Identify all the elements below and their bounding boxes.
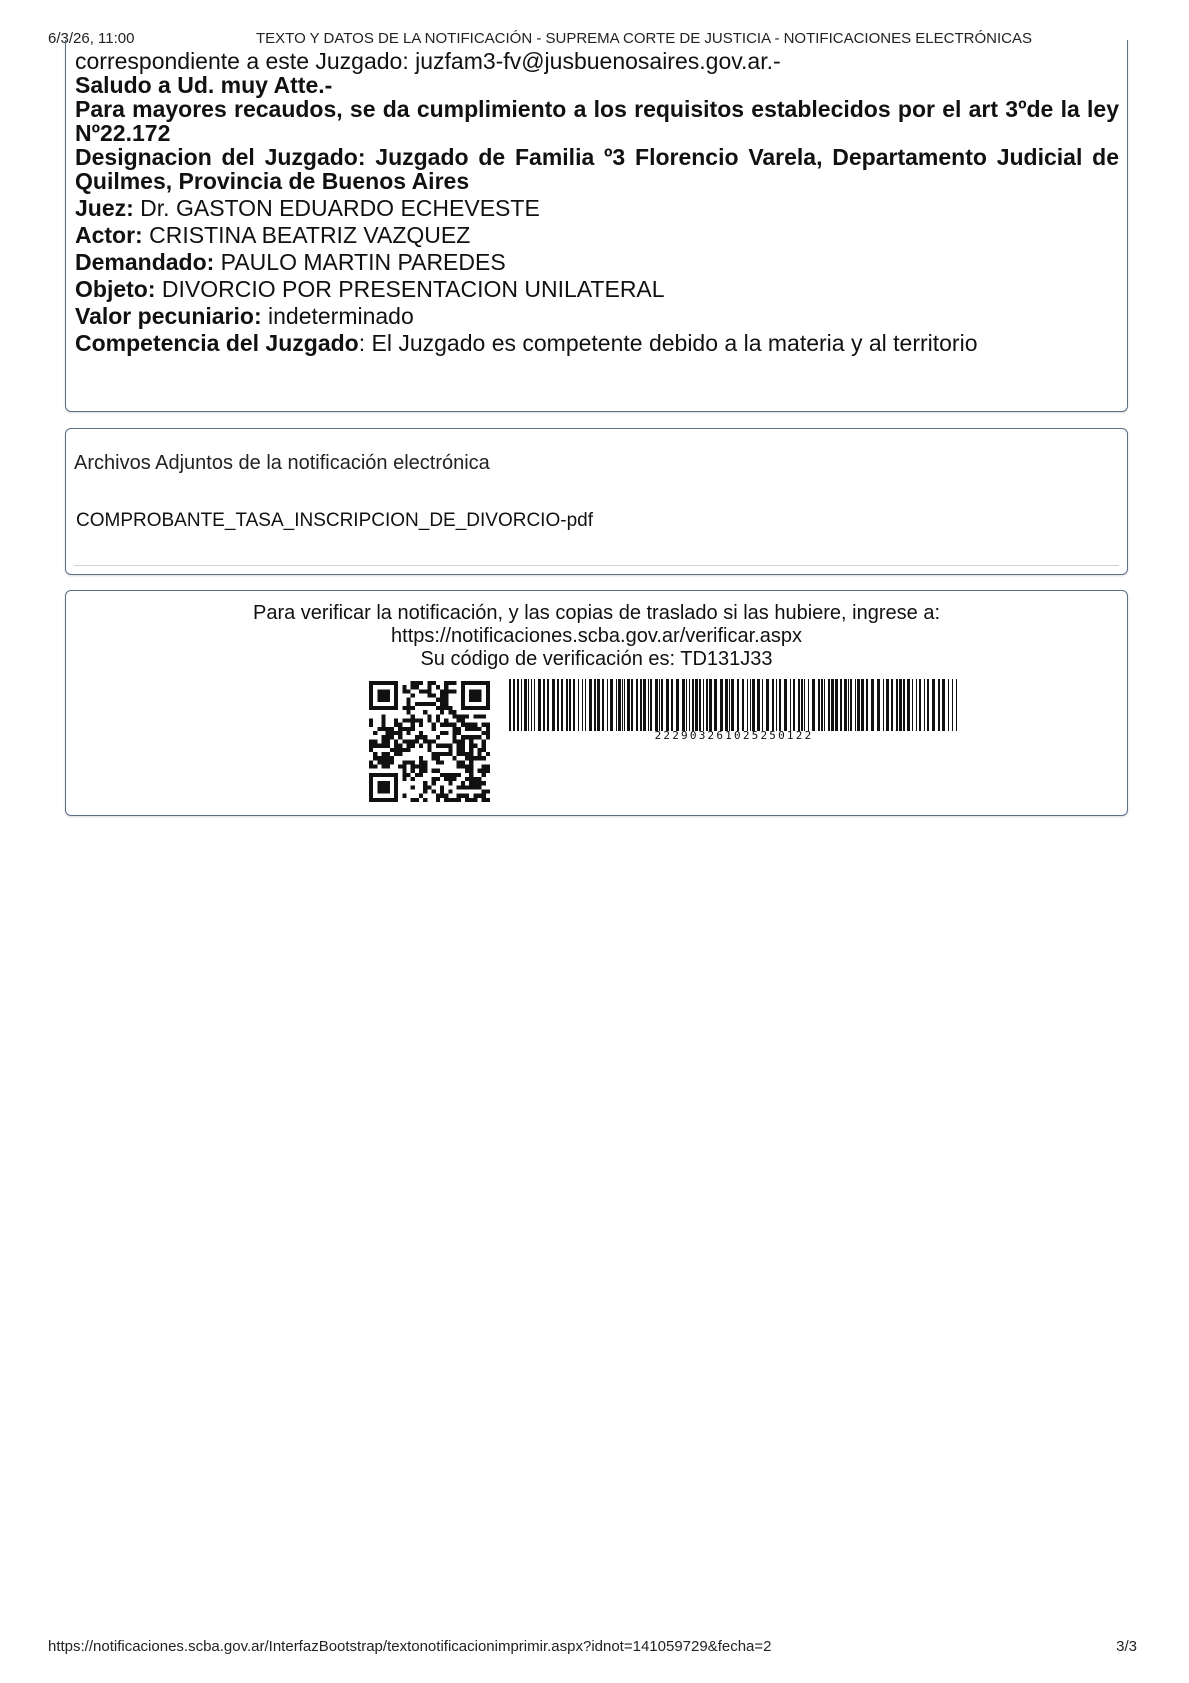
demandado-label: Demandado: xyxy=(75,249,215,275)
competencia-label: Competencia del Juzgado xyxy=(75,330,359,356)
juez-label: Juez: xyxy=(75,195,134,221)
attachments-title: Archivos Adjuntos de la notificación electrónica xyxy=(74,452,490,474)
print-title: TEXTO Y DATOS DE LA NOTIFICACIÓN - SUPREMA CORTE DE JUSTICIA - NOTIFICACIONES ELECTRÓNICAS xyxy=(256,30,1032,47)
valor-line xyxy=(75,303,1119,330)
attachments-divider xyxy=(74,565,1119,566)
verify-code: Su código de verificación es: TD131J33 xyxy=(420,648,773,670)
attachment-link[interactable]: COMPROBANTE_TASA_INSCRIPCION_DE_DIVORCIO-pdf xyxy=(76,510,593,531)
qr-code-icon xyxy=(369,681,490,802)
verification-text xyxy=(66,602,1127,671)
barcode-number: 222903261025250122 xyxy=(654,729,814,742)
objeto-value: DIVORCIO POR PRESENTACION UNILATERAL xyxy=(155,276,665,302)
actor-value: CRISTINA BEATRIZ VAZQUEZ xyxy=(142,222,471,248)
demandado-value: PAULO MARTIN PAREDES xyxy=(214,249,506,275)
objeto-label: Objeto: xyxy=(75,276,156,302)
competencia-line xyxy=(75,330,1119,357)
valor-value: indeterminado xyxy=(261,303,414,329)
verification-panel xyxy=(65,590,1128,816)
barcode-icon xyxy=(507,679,961,731)
print-date: 6/3/26, 11:00 xyxy=(48,30,135,47)
notification-body xyxy=(65,40,1128,412)
objeto-line xyxy=(75,276,1119,303)
designacion: Designacion del Juzgado: Juzgado de Familia º3 Florencio Varela, Departamento Judicial de Quilmes, Provincia de Buenos Aires xyxy=(75,144,1119,194)
saludo: Saludo a Ud. muy Atte.- xyxy=(75,72,333,98)
attachments-panel xyxy=(65,428,1128,575)
print-footer xyxy=(48,1638,1141,1660)
email-line: correspondiente a este Juzgado: juzfam3-fv@jusbuenosaires.gov.ar.- xyxy=(75,48,781,74)
demandado-line xyxy=(75,249,1119,276)
valor-label: Valor pecuniario: xyxy=(75,303,262,329)
actor-label: Actor: xyxy=(75,222,143,248)
recaudos: Para mayores recaudos, se da cumplimiento a los requisitos establecidos por el art 3ºde la ley Nº22.172 xyxy=(75,96,1119,146)
juez-line xyxy=(75,195,1119,222)
juez-value: Dr. GASTON EDUARDO ECHEVESTE xyxy=(133,195,540,221)
verify-instruction: Para verificar la notificación, y las copias de traslado si las hubiere, ingrese a: xyxy=(252,602,940,624)
verify-url: https://notificaciones.scba.gov.ar/verificar.aspx xyxy=(391,625,802,647)
page-number: 3/3 xyxy=(1116,1638,1137,1655)
print-url: https://notificaciones.scba.gov.ar/InterfazBootstrap/textonotificacionimprimir.aspx?idnot=141059729&fecha=2 xyxy=(48,1638,772,1655)
competencia-value: : El Juzgado es competente debido a la materia y al territorio xyxy=(358,330,978,356)
actor-line xyxy=(75,222,1119,249)
